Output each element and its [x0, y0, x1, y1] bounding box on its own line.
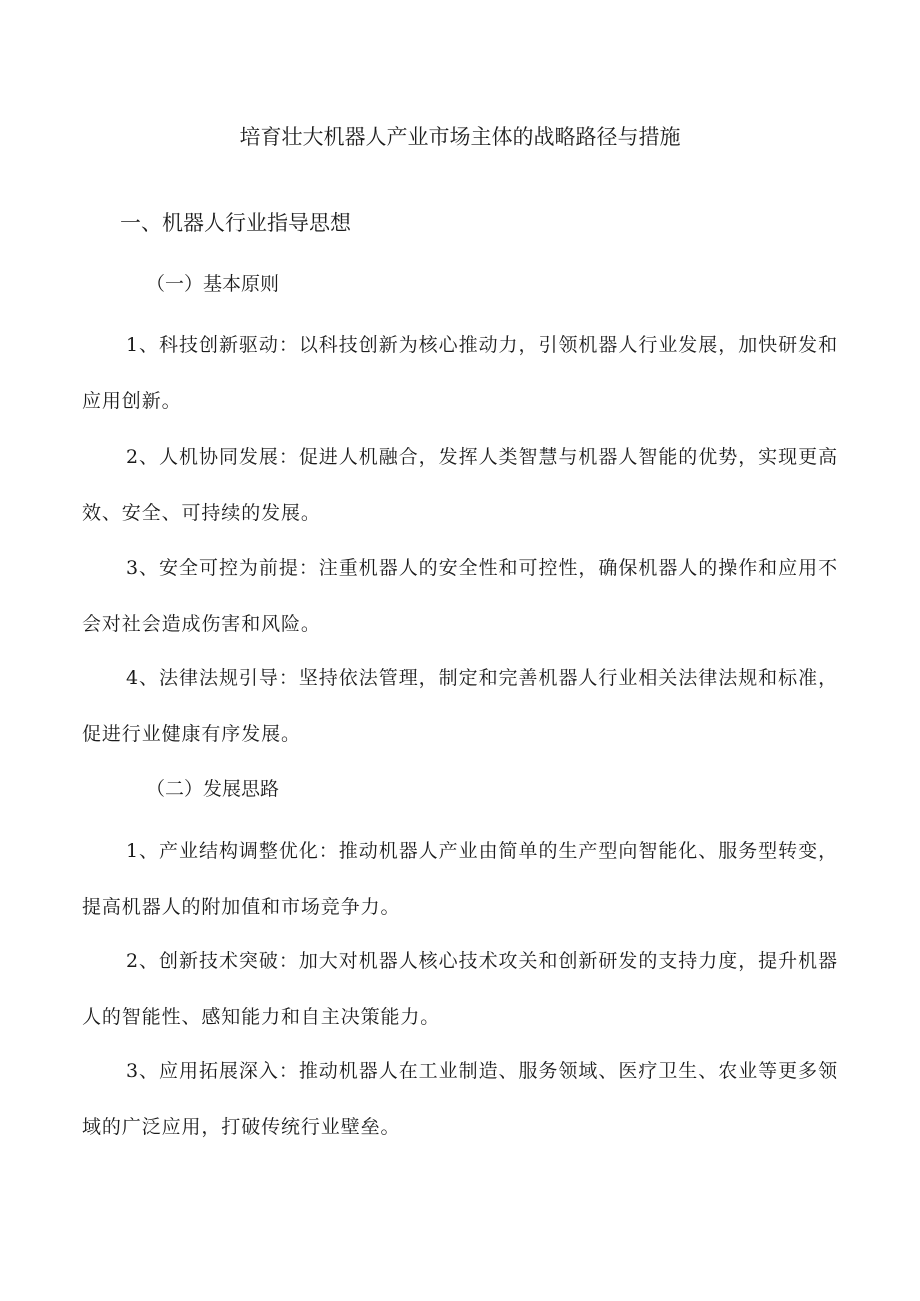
subsection-heading-principles: （一）基本原则: [146, 273, 280, 295]
approach-item-3: 3、应用拓展深入：推动机器人在工业制造、服务领域、医疗卫生、农业等更多领域的广泛应用，打破传统行业壁垒。: [82, 1060, 838, 1138]
approach-item-2: 2、创新技术突破：加大对机器人核心技术攻关和创新研发的支持力度，提升机器人的智能性、感知能力和自主决策能力。: [82, 950, 838, 1028]
principle-item-3: 3、安全可控为前提：注重机器人的安全性和可控性，确保机器人的操作和应用不会对社会造成伤害和风险。: [82, 557, 838, 635]
approach-item-1: 1、产业结构调整优化：推动机器人产业由简单的生产型向智能化、服务型转变，提高机器人的附加值和市场竞争力。: [82, 840, 838, 918]
document-title: 培育壮大机器人产业市场主体的战略路径与措施: [239, 125, 681, 149]
principle-item-2: 2、人机协同发展：促进人机融合，发挥人类智慧与机器人智能的优势，实现更高效、安全、可持续的发展。: [82, 446, 838, 524]
subsection-heading-approach: （二）发展思路: [146, 778, 280, 800]
principle-item-4: 4、法律法规引导：坚持依法管理，制定和完善机器人行业相关法律法规和标准，促进行业健康有序发展。: [82, 667, 838, 745]
section-heading: 一、机器人行业指导思想: [120, 211, 351, 235]
principle-item-1: 1、科技创新驱动：以科技创新为核心推动力，引领机器人行业发展，加快研发和应用创新。: [82, 334, 838, 412]
